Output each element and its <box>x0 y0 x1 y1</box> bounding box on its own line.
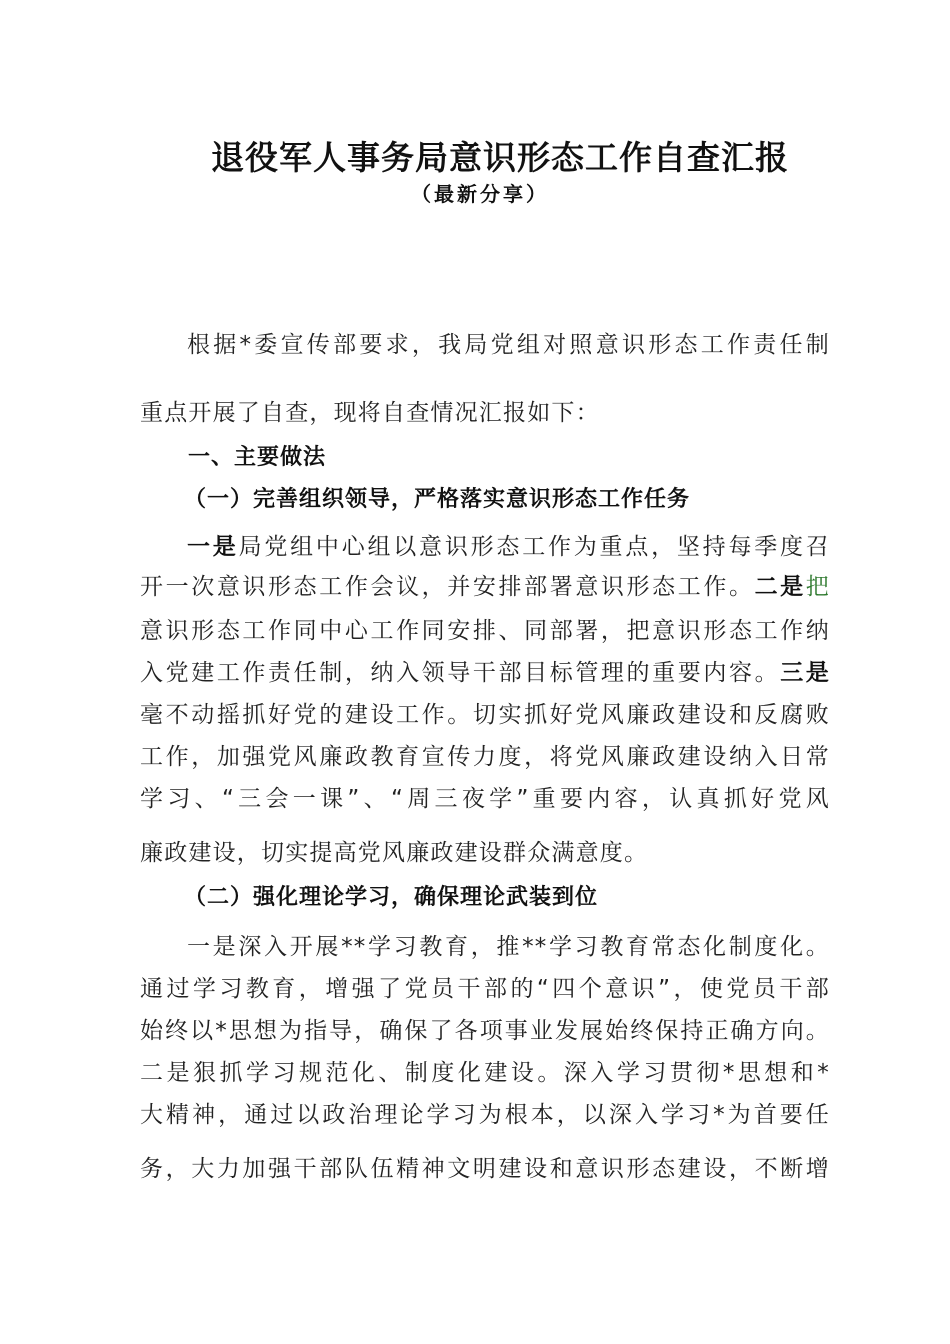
paragraph-line: 始终以*思想为指导，确保了各项事业发展始终保持正确方向。 <box>140 1018 830 1044</box>
document-subtitle: （最新分享） <box>411 182 549 206</box>
paragraph-line: 一是局党组中心组以意识形态工作为重点，坚持每季度召 <box>187 534 830 560</box>
emphasis-label: 二是 <box>754 574 806 600</box>
paragraph-line: 入党建工作责任制，纳入领导干部目标管理的重要内容。三是 <box>140 660 830 686</box>
paragraph-line: 学习、“三会一课”、“周三夜学”重要内容，认真抓好党风 <box>140 786 830 812</box>
emphasis-label: 三是 <box>780 660 830 686</box>
document-title: 退役军人事务局意识形态工作自查汇报 <box>211 138 789 177</box>
section-heading: 一、主要做法 <box>188 445 327 470</box>
paragraph-line: 廉政建设，切实提高党风廉政建设群众满意度。 <box>140 840 649 866</box>
paragraph-line: 工作，加强党风廉政教育宣传力度，将党风廉政建设纳入日常 <box>140 744 830 770</box>
subsection-heading: （二）强化理论学习，确保理论武装到位 <box>184 885 599 910</box>
paragraph-line: 意识形态工作同中心工作同安排、同部署，把意识形态工作纳 <box>140 618 830 644</box>
paragraph-line: 开一次意识形态工作会议，并安排部署意识形态工作。二是把 <box>140 574 830 600</box>
paragraph-line: 一是深入开展**学习教育，推**学习教育常态化制度化。 <box>187 934 830 960</box>
paragraph-line: 毫不动摇抓好党的建设工作。切实抓好党风廉政建设和反腐败 <box>140 702 830 728</box>
paragraph-line: 大精神，通过以政治理论学习为根本，以深入学习*为首要任 <box>140 1102 830 1128</box>
intro-line: 重点开展了自查，现将自查情况汇报如下： <box>140 400 600 426</box>
emphasis-label: 一是 <box>187 534 239 560</box>
paragraph-line: 务，大力加强干部队伍精神文明建设和意识形态建设，不断增 <box>140 1156 830 1182</box>
paragraph-line: 通过学习教育，增强了党员干部的“四个意识”，使党员干部 <box>140 976 830 1002</box>
subsection-heading: （一）完善组织领导，严格落实意识形态工作任务 <box>184 487 691 512</box>
intro-line: 根据*委宣传部要求，我局党组对照意识形态工作责任制 <box>187 332 830 358</box>
paragraph-line: 二是狠抓学习规范化、制度化建设。深入学习贯彻*思想和* <box>140 1060 830 1086</box>
